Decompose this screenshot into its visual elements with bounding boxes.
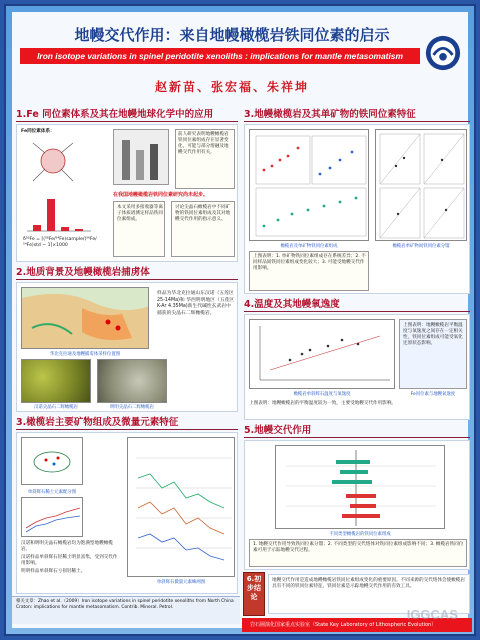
section-2-panel — [16, 282, 238, 412]
section-1-panel — [16, 124, 238, 262]
fe-isotope-scheme — [23, 137, 83, 191]
fe-isotope-label: Fe同位素体系： — [21, 129, 55, 134]
poster — [4, 4, 476, 636]
footer-institution-bar: 岩石圈演化国家重点实验室（State Key Laboratory of Lithospheric Evolution） — [242, 618, 472, 632]
intro-text-block: 前人研究表明地幔橄榄岩铁同位素组成存在显著变化，可能与部分熔融及地幔交代作用有关。 — [175, 129, 235, 189]
conclusion-panel: 地幔交代作用是造成地幔橄榄岩铁同位素组成变化的重要原因。不同来源的交代熔体会使橄榄岩具有不同的铁同位素特征，铁同位素是示踪地幔交代作用的有效工具。 — [268, 574, 470, 614]
mingming-peridotite-photo — [97, 359, 167, 403]
aim-box: 讨论尖晶石橄榄岩中不同矿物的铁同位素组成及其对地幔交代作用的指示意义。 — [171, 201, 235, 257]
poster-body — [12, 12, 468, 628]
section-5-panel — [244, 440, 470, 570]
metasomatism-summary-box: 1. 地幔交代作用导致铁同位素分馏；2. 不同类型的交代熔体对铁同位素组成影响不同；3. 橄榄岩铁同位素可用于示踪地幔交代过程。 — [249, 539, 467, 567]
temperature-caption: 橄榄岩单斜辉石温度与氧逸度 — [293, 392, 351, 397]
photo-1-caption: 汉诺尖晶石二辉橄榄岩 — [34, 405, 78, 410]
section-4-title: 4.温度及其地幔氧逸度 — [244, 298, 470, 312]
title-english: Iron isotope variations in spinel peridotite xenoliths : implications for mantle metasomatism — [20, 48, 420, 64]
ree-chart-caption: 单斜辉石稀土元素配分图 — [27, 490, 77, 495]
poster-header — [12, 12, 468, 104]
watermark: IGGCAS — [406, 607, 458, 622]
mineral-text-2: 汉诺样品单斜辉石轻稀土明显富集，受到交代作用影响。 — [21, 555, 118, 566]
conclusion-tag: 6.初步结论 — [243, 572, 265, 616]
temperature-text: 上图表明：地幔橄榄岩的平衡温度较为一致，主要受地幔交代作用影响。 — [249, 401, 397, 406]
section-5-title: 5.地幔交代作用 — [244, 424, 470, 438]
geology-paragraph: 样品为华北克拉通山东汉诺（五莲区25-14Ma)和 华西明明地区（五莲区K-Ar 4.35Ma)新生代碱性玄武岩中捕获的尖晶石二辉橄榄岩。 — [157, 291, 235, 316]
section-6-title: 3.橄榄岩主要矿物组成及微量元素特征 — [16, 416, 238, 430]
section-4-panel — [244, 314, 470, 420]
section-2-title: 2.地质背景及地幔橄榄岩捕虏体 — [16, 266, 238, 280]
section-1-title: 1.Fe 同位素体系及其在地幔地球化学中的应用 — [16, 108, 238, 122]
map-caption: 华北克拉通及地幔捕虏体采样位置图 — [49, 352, 121, 357]
mineral-text-3: 明明样品单斜辉石亏损轻稀土。 — [21, 569, 86, 574]
fe-composition-caption: 橄榄岩及单矿物铁同位素组成 — [280, 244, 338, 249]
temperature-oxygen-fugacity-plot — [249, 319, 395, 389]
method-box: 本文采用多接收器等离子体质谱测定样品铁同位素组成。 — [113, 201, 165, 257]
spider-diagram-panel — [127, 437, 235, 577]
photo-2-caption: 明明尖晶石二辉橄榄岩 — [110, 405, 154, 410]
fe-findings-box: 上图表明：1. 单矿物铁同位素组成存在系统差异；2. 不同样品间铁同位素组成变化较大；3. 可能受地幔交代作用影响。 — [249, 251, 369, 291]
abundance-bar-chart — [23, 195, 93, 235]
authors: 赵新苗、张宏福、朱祥坤 — [154, 80, 309, 94]
trace-element-plot — [21, 497, 83, 537]
reference-box: 相关文章：Zhao et al.（2009）Iron isotope variations in spinel peridotite xenoliths from North China Craton: implications for mantle metasomatism. Contrib. Mineral. Petrol. — [12, 596, 240, 624]
oxygen-note-box: 上图表明：地幔橄榄岩平衡温度与氧逸度之间存在一定相关性，铁同位素组成可能受氧化还原状态影响。 — [399, 319, 467, 389]
section-3-title: 3.地幔橄榄岩及其单矿物的铁同位素特征 — [244, 108, 470, 122]
metasomatism-caption: 不同类型橄榄岩的铁同位素组成 — [329, 532, 391, 537]
metasomatism-fe-plot — [275, 445, 445, 529]
research-gap-note: 在我国地幔橄榄岩铁同位素研究尚未起步。 — [113, 192, 209, 198]
title-chinese: 地幔交代作用：来自地幔橄榄岩铁同位素的启示 — [74, 26, 390, 44]
mineral-text-1: 汉诺和明明尖晶石橄榄岩均为饱满型地幔橄榄岩。 — [21, 541, 113, 552]
fractionation-caption: 橄榄岩单矿物间铁同位素分馏 — [392, 244, 450, 249]
hannuo-peridotite-photo — [21, 359, 91, 403]
section-3-panel — [244, 124, 470, 294]
mineral-composition-plot — [21, 437, 83, 485]
section-6-panel — [16, 432, 238, 594]
sampling-location-map — [21, 287, 149, 349]
formula-text: δ⁵⁶Fe = [(⁵⁶Fe/⁵⁴Fe)sample/(⁵⁶Fe/⁵⁴Fe)std − 1]×1000 — [23, 237, 97, 248]
spider-caption: 单斜辉石微量元素蛛网图 — [156, 580, 206, 585]
inter-mineral-fractionation-plot — [375, 129, 467, 241]
fe-isotope-composition-plot — [249, 129, 369, 241]
institute-logo-icon — [424, 34, 462, 72]
mineral-fraction-chart — [113, 129, 169, 185]
fugacity-caption: Fe同位素与地幔氧逸度 — [410, 392, 456, 397]
